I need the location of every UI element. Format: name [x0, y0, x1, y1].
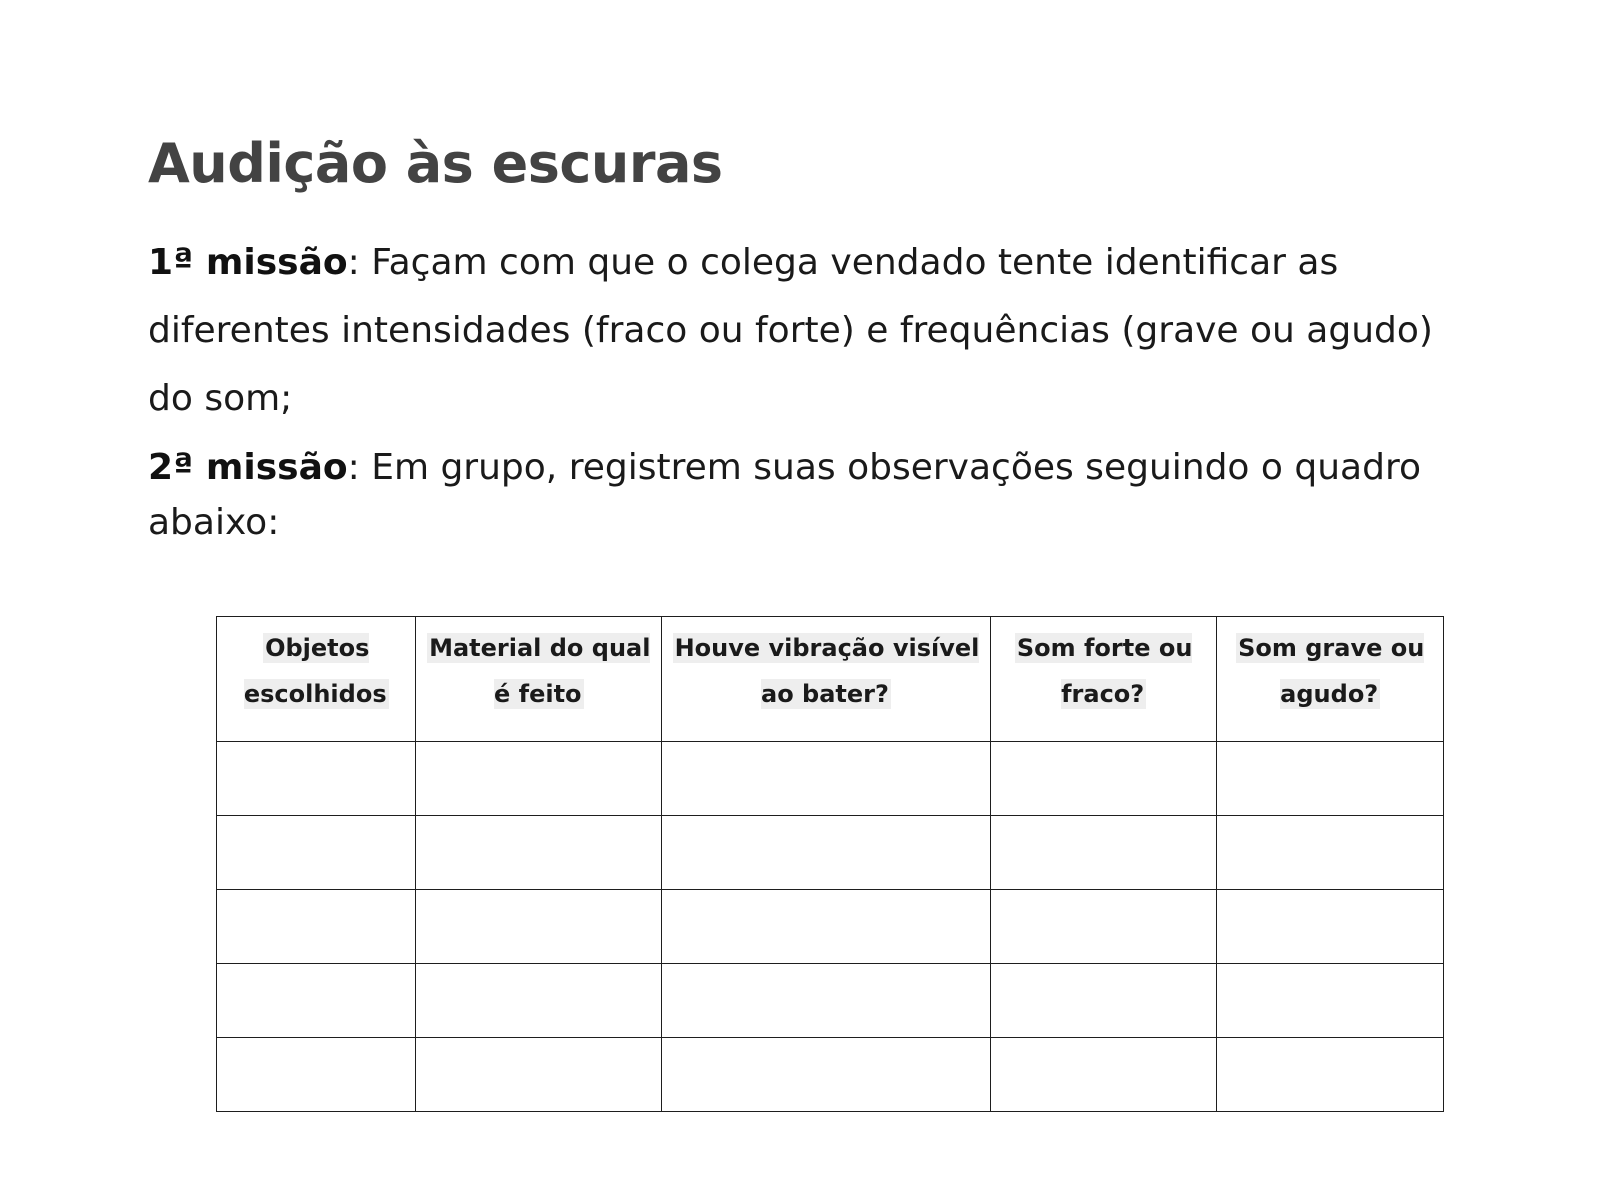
observation-table: [216, 616, 1444, 1112]
mission-2-text: : Em grupo, registrem suas observações seguindo o quadro abaixo:: [148, 447, 1421, 543]
table-cell: [217, 742, 416, 816]
table-cell: [990, 1038, 1217, 1112]
table-cell: [217, 1038, 416, 1112]
mission-2: [148, 440, 1488, 550]
table-row: [217, 1038, 1444, 1112]
table-cell: [416, 890, 662, 964]
mission-2-label: 2ª missão: [148, 447, 348, 488]
table-cell: [662, 1038, 991, 1112]
table-cell: [416, 1038, 662, 1112]
header-label: Objetos escolhidos: [243, 634, 387, 708]
table-row: [217, 890, 1444, 964]
mission-1-label: 1ª missão: [148, 242, 348, 283]
page-title: Audição às escuras: [148, 132, 723, 195]
table-cell: [662, 742, 991, 816]
table-cell: [662, 890, 991, 964]
header-label: Material do qual é feito: [429, 634, 651, 708]
table-cell: [662, 816, 991, 890]
table-cell: [1217, 890, 1444, 964]
table-row: [217, 964, 1444, 1038]
table-row: [217, 742, 1444, 816]
table-row: [217, 816, 1444, 890]
mission-1-text: : Façam com que o colega vendado tente identificar as diferentes intensidades (fraco ou forte) e frequências (grave ou agudo) do som;: [148, 242, 1433, 419]
header-label: Houve vibração visível ao bater?: [674, 634, 980, 708]
table-header-row: [217, 617, 1444, 742]
table-cell: [1217, 816, 1444, 890]
table-cell: [416, 742, 662, 816]
table-cell: [990, 890, 1217, 964]
table-cell: [990, 816, 1217, 890]
mission-1: [148, 229, 1488, 433]
header-label: Som grave ou agudo?: [1238, 634, 1425, 708]
header-vibracao: [662, 617, 991, 742]
table-cell: [1217, 742, 1444, 816]
header-intensidade: [990, 617, 1217, 742]
table-cell: [416, 964, 662, 1038]
table-cell: [217, 816, 416, 890]
header-frequencia: [1217, 617, 1444, 742]
header-label: Som forte ou fraco?: [1016, 634, 1193, 708]
table-cell: [416, 816, 662, 890]
table-cell: [217, 890, 416, 964]
table-cell: [217, 964, 416, 1038]
table-cell: [1217, 964, 1444, 1038]
table-cell: [662, 964, 991, 1038]
table-cell: [990, 742, 1217, 816]
table-cell: [990, 964, 1217, 1038]
table-cell: [1217, 1038, 1444, 1112]
header-material: [416, 617, 662, 742]
header-objetos: [217, 617, 416, 742]
